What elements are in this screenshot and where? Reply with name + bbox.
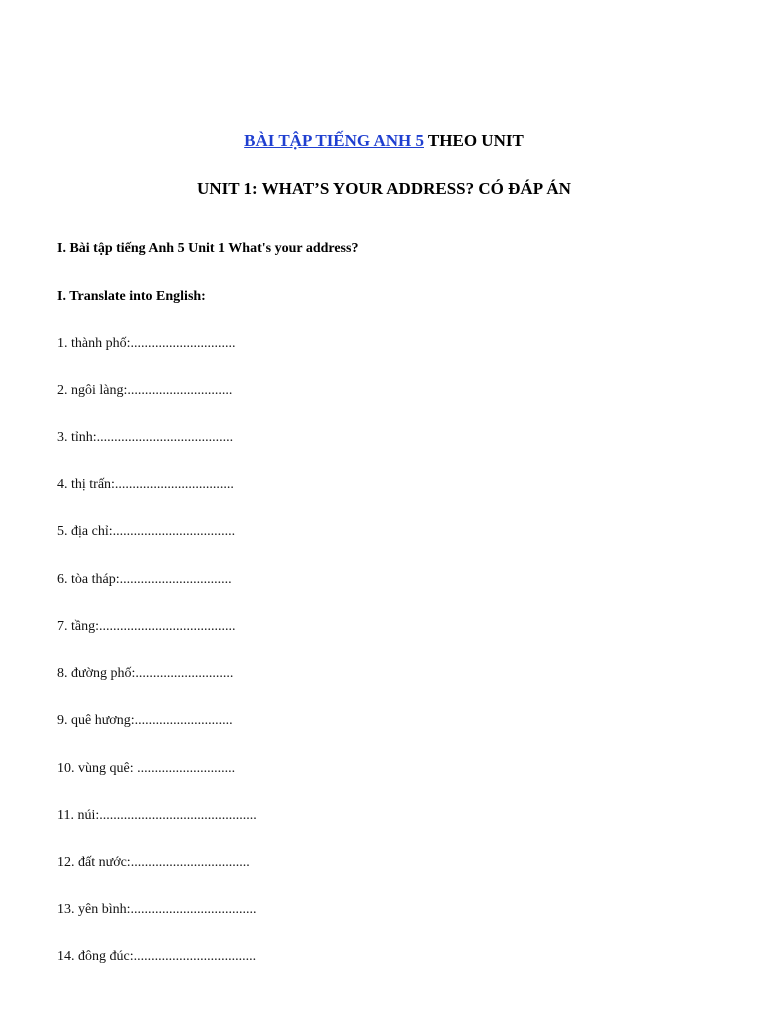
exercise-item: 4. thị trấn:.................................. (57, 477, 234, 492)
exercise-item: 3. tỉnh:....................................... (57, 430, 234, 445)
document-subtitle: UNIT 1: WHAT’S YOUR ADDRESS? CÓ ĐÁP ÁN (197, 179, 571, 198)
exercise-item: 13. yên bình:.................................... (57, 902, 257, 917)
exercise-item: 8. đường phố:............................ (57, 666, 234, 681)
title-rest: THEO UNIT (423, 131, 524, 150)
exercise-item: 5. địa chỉ:................................... (57, 524, 236, 539)
exercise-item: 10. vùng quê: ............................ (57, 761, 236, 776)
exercise-instruction: I. Translate into English: (57, 289, 206, 304)
exercise-item: 2. ngôi làng:.............................. (57, 383, 233, 398)
exercise-item: 1. thành phố:.............................. (57, 336, 236, 351)
exercise-item: 12. đất nước:.................................. (57, 855, 250, 870)
title-link[interactable]: BÀI TẬP TIẾNG ANH 5 (244, 131, 424, 150)
exercise-item: 6. tòa tháp:................................ (57, 572, 232, 587)
exercise-item: 11. núi:............................................. (57, 808, 257, 823)
document-title (0, 131, 768, 151)
exercise-item: 7. tầng:....................................... (57, 619, 236, 634)
section-heading: I. Bài tập tiếng Anh 5 Unit 1 What's your address? (57, 241, 359, 256)
exercise-item: 9. quê hương:............................ (57, 713, 233, 728)
exercise-item: 14. đông đúc:................................... (57, 949, 257, 964)
